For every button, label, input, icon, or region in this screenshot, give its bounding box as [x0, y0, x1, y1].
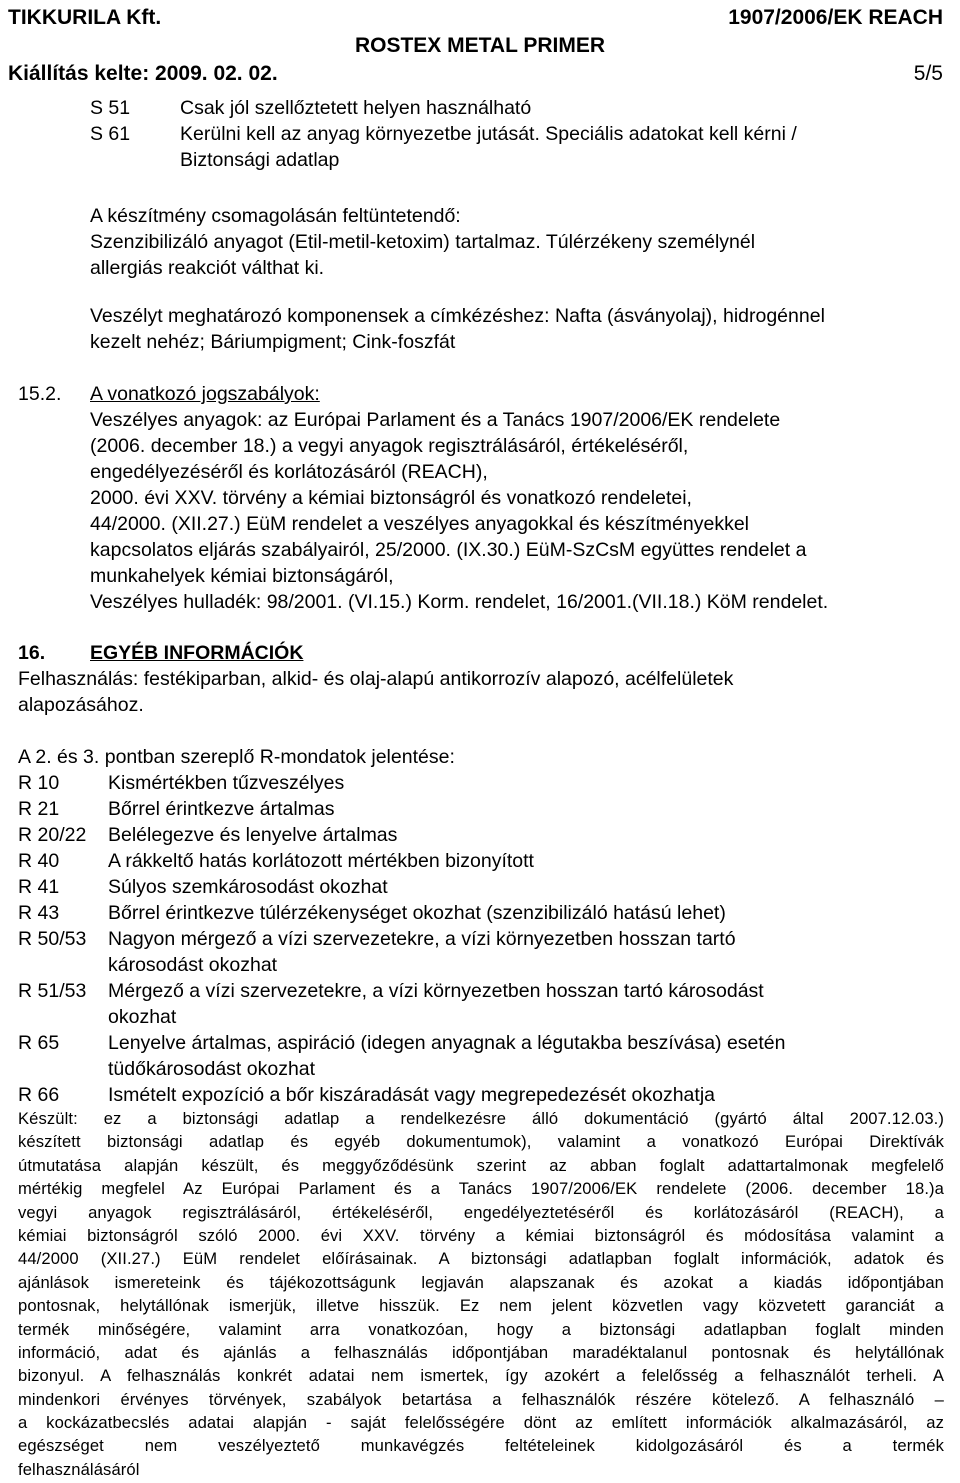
- disclaimer-line: bizonyul. A felhasználás konkrét adatai nem ismertek, így azokért a felelősség a felhasználót terheli. A: [18, 1366, 944, 1386]
- label-note-line: A készítmény csomagolásán feltüntetendő:: [90, 205, 461, 227]
- disclaimer-paragraph: [18, 1107, 944, 1481]
- label-note: [90, 203, 755, 281]
- r-text-continuation: károsodást okozhat: [108, 954, 278, 976]
- r-code: R 21: [18, 798, 60, 820]
- regulation-line: 2000. évi XXV. törvény a kémiai biztonságról és vonatkozó rendeletei,: [90, 487, 692, 509]
- disclaimer-line: vegyi anyagok regisztrálásáról, értékeléséről, engedélyeztetéséről és korlátozásáról (REACH), a: [18, 1202, 944, 1222]
- hazard-components-line: kezelt nehéz; Báriumpigment; Cink-foszfát: [90, 331, 456, 353]
- disclaimer-line: mértékig megfelel Az Európai Parlament és a Tanács 1907/2006/EK rendelete (2006. december 18.)a: [18, 1179, 944, 1199]
- regulation-line: kapcsolatos eljárás szabályairól, 25/2000. (IX.30.) EüM-SzCsM együttes rendelet a: [90, 539, 807, 561]
- r-text: Kismértékben tűzveszélyes: [108, 772, 345, 794]
- section-heading: A vonatkozó jogszabályok:: [90, 383, 320, 405]
- disclaimer-line: 44/2000 (XII.27.) EüM rendelet előírásainak. A biztonsági adatlapban foglalt információk, adatok és: [18, 1249, 944, 1269]
- r-text-continuation: tüdőkárosodást okozhat: [108, 1058, 316, 1080]
- disclaimer-line: útmutatása alapján készült, és meggyőződésünk szerint az abban foglalt adattartalmonak megfelelő: [18, 1155, 944, 1175]
- r-text: Nagyon mérgező a vízi szervezetekre, a vízi környezetben hosszan tartó: [108, 928, 736, 950]
- label-note-line: allergiás reakciót válthat ki.: [90, 257, 325, 279]
- disclaimer-line: felhasználásáról: [18, 1459, 140, 1479]
- hazard-components-line: Veszélyt meghatározó komponensek a címkézéshez: Nafta (ásványolaj), hidrogénnel: [90, 305, 825, 327]
- company-name: TIKKURILA Kft.: [8, 6, 162, 29]
- disclaimer-line: Készült: ez a biztonsági adatlap a rendelkezésre álló dokumentáció (gyártó által 2007.12.03.): [18, 1109, 944, 1128]
- s-code: S 61: [90, 123, 131, 145]
- section-number: 16.: [18, 642, 46, 664]
- r-code: R 40: [18, 850, 60, 872]
- disclaimer-line: egészséget nem veszélyeztető munkavégzés feltételeinek kidolgozásáról és a termék: [18, 1436, 944, 1456]
- r-code: R 50/53: [18, 928, 87, 950]
- s-text-line: Kerülni kell az anyag környezetbe jutását. Speciális adatokat kell kérni /: [180, 123, 797, 145]
- r-code: R 10: [18, 772, 60, 794]
- s-code: S 51: [90, 97, 131, 119]
- r-code: R 65: [18, 1032, 60, 1054]
- section-number: 15.2.: [18, 383, 62, 405]
- disclaimer-line: termék minőségére, valamint arra vonatkozóan, hogy a biztonsági adatlapban foglalt minden: [18, 1319, 944, 1339]
- r-text: Bőrrel érintkezve ártalmas: [108, 798, 335, 820]
- s-text-block: [180, 121, 797, 173]
- r-code: R 41: [18, 876, 60, 898]
- r-phrases-intro: A 2. és 3. pontban szereplő R-mondatok jelentése:: [18, 746, 455, 768]
- r-text: Mérgező a vízi szervezetekre, a vízi környezetben hosszan tartó károsodást: [108, 980, 764, 1002]
- regulation-line: munkahelyek kémiai biztonságáról,: [90, 565, 394, 587]
- r-text: Lenyelve ártalmas, aspiráció (idegen anyagnak a légutakba beszívása) esetén: [108, 1032, 786, 1054]
- r-text: Ismételt expozíció a bőr kiszáradását vagy megrepedezését okozhatja: [108, 1084, 715, 1106]
- issue-date: Kiállítás kelte: 2009. 02. 02.: [8, 62, 278, 85]
- usage-line: Felhasználás: festékiparban, alkid- és olaj-alapú antikorrozív alapozó, acélfelületek: [18, 668, 734, 690]
- section-title: EGYÉB INFORMÁCIÓK: [90, 642, 304, 664]
- r-text: A rákkeltő hatás korlátozott mértékben bizonyított: [108, 850, 534, 872]
- label-note-line: Szenzibilizáló anyagot (Etil-metil-ketoxim) tartalmaz. Túlérzékeny személynél: [90, 231, 756, 253]
- disclaimer-line: mindenkori érvényes törvények, szabályok betartása a felhasználók részére kötelező. A felhasználó –: [18, 1389, 944, 1409]
- page-number: 5/5: [913, 62, 943, 85]
- r-text-continuation: okozhat: [108, 1006, 177, 1028]
- hazard-components: [90, 303, 825, 355]
- r-text: Bőrrel érintkezve túlérzékenységet okozhat (szenzibilizáló hatású lehet): [108, 902, 726, 924]
- disclaimer-line: pontosnak, helytállónak ismerjük, illetve hisszük. Ez nem jelent közvetlen vagy közvetett garanciát a: [18, 1296, 944, 1316]
- usage-text: [18, 666, 733, 718]
- r-code: R 20/22: [18, 824, 87, 846]
- r-text: Súlyos szemkárosodást okozhat: [108, 876, 388, 898]
- product-name: ROSTEX METAL PRIMER: [354, 34, 606, 57]
- r-code: R 43: [18, 902, 60, 924]
- regulations-list: [90, 407, 828, 615]
- regulation-line: engedélyezéséről és korlátozásáról (REACH),: [90, 461, 488, 483]
- regulation-line: (2006. december 18.) a vegyi anyagok regisztrálásáról, értékeléséről,: [90, 435, 689, 457]
- disclaimer-line: készített biztonsági adatlap és egyéb dokumentumok), valamint a vonatkozó Európai Direktívák: [18, 1132, 944, 1152]
- disclaimer-line: információ, adat és ajánlás a felhasználás időpontjában maradéktalanul pontosnak és helytállónak: [18, 1342, 944, 1362]
- disclaimer-line: a kockázatbecslés adatai alapján - saját felelősségére dönt az említett információk alkalmazásáról, az: [18, 1413, 944, 1433]
- disclaimer-line: kémiai biztonságról szóló 2000. évi XXV. törvény a kémiai biztonságról és módosítása valamint a: [18, 1225, 944, 1245]
- r-text: Belélegezve és lenyelve ártalmas: [108, 824, 398, 846]
- regulation-line: Veszélyes anyagok: az Európai Parlament és a Tanács 1907/2006/EK rendelete: [90, 409, 781, 431]
- s-text-line: Biztonsági adatlap: [180, 149, 340, 171]
- usage-line: alapozásához.: [18, 694, 144, 716]
- s-text: Csak jól szellőztetett helyen használható: [180, 97, 532, 119]
- regulation-line: 44/2000. (XII.27.) EüM rendelet a veszélyes anyagokkal és készítményekkel: [90, 513, 750, 535]
- r-code: R 51/53: [18, 980, 87, 1002]
- r-code: R 66: [18, 1084, 60, 1106]
- disclaimer-line: ajánlások ismereteink és tájékozottságunk legjaván alapszanak és azokat a kiadás időpontjában: [18, 1272, 944, 1292]
- regulation-line: Veszélyes hulladék: 98/2001. (VI.15.) Korm. rendelet, 16/2001.(VII.18.) KöM rendelet.: [90, 591, 829, 613]
- regulation-ref: 1907/2006/EK REACH: [728, 6, 943, 29]
